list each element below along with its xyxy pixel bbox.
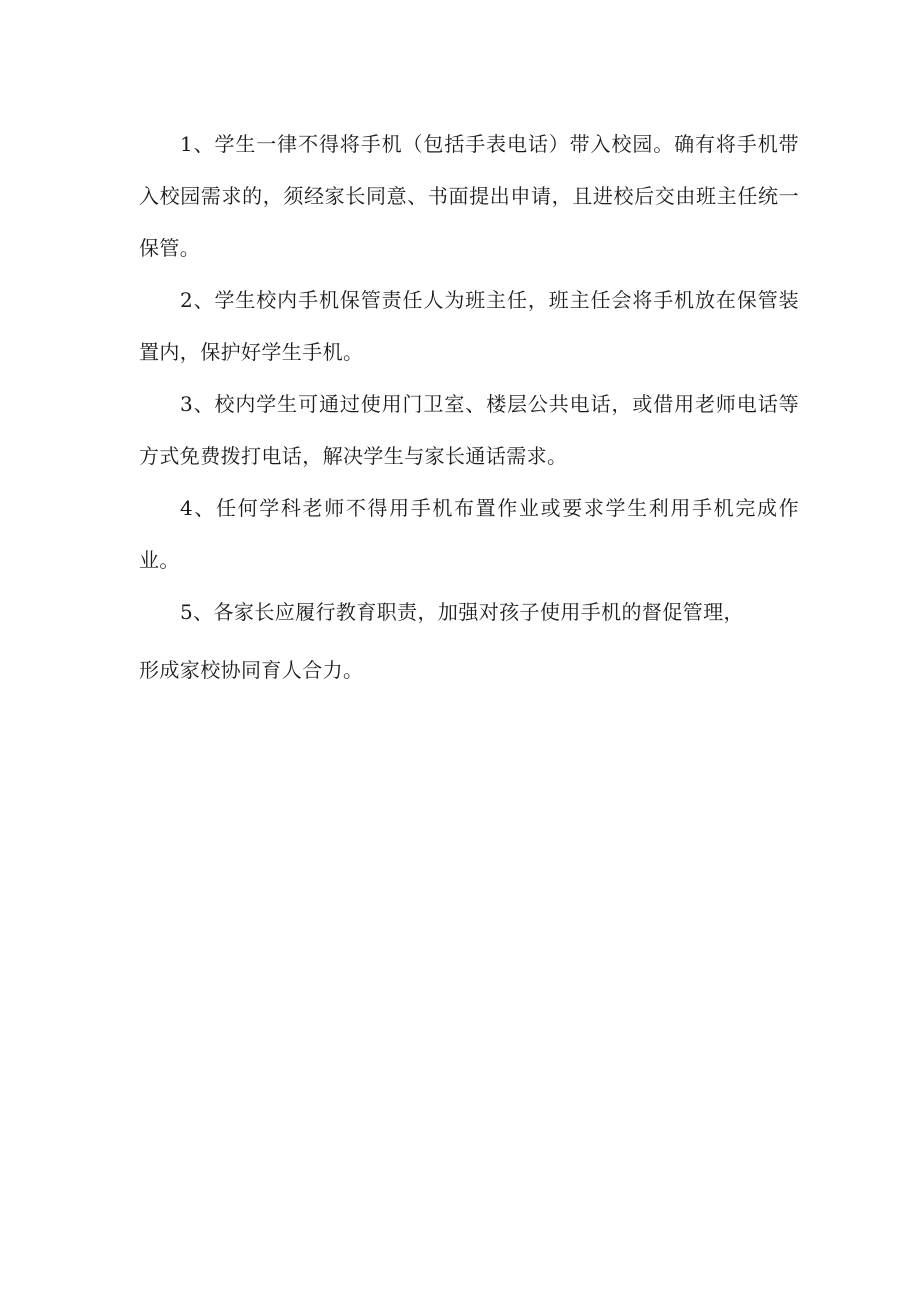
- rule-paragraph-3: 3、校内学生可通过使用门卫室、楼层公共电话，或借用老师电话等方式免费拨打电话，解决学生与家长通话需求。: [139, 392, 799, 468]
- rule-paragraph-5: 5、各家长应履行教育职责，加强对孩子使用手机的督促管理，: [180, 600, 744, 624]
- rule-paragraph-4: 4、任何学科老师不得用手机布置作业或要求学生利用手机完成作业。: [139, 496, 799, 572]
- rule-paragraph-2: 2、学生校内手机保管责任人为班主任，班主任会将手机放在保管装置内，保护好学生手机。: [139, 288, 799, 364]
- document-body: [139, 118, 799, 696]
- rule-paragraph-1: 1、学生一律不得将手机（包括手表电话）带入校园。确有将手机带入校园需求的，须经家长同意、书面提出申请，且进校后交由班主任统一保管。: [139, 132, 799, 260]
- closing-line: 形成家校协同育人合力。: [139, 658, 364, 682]
